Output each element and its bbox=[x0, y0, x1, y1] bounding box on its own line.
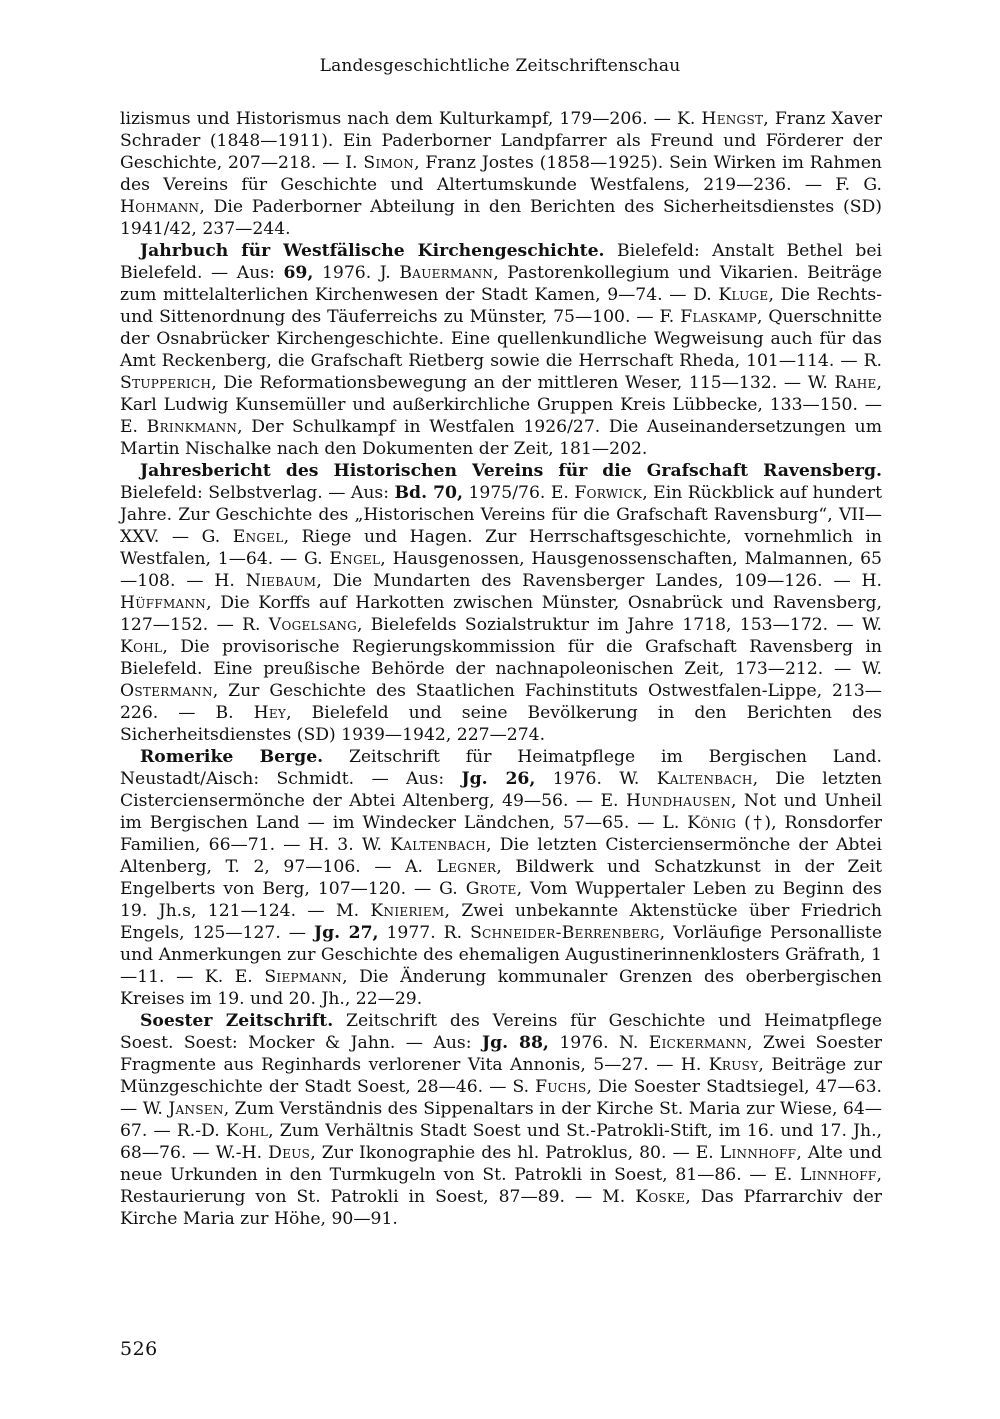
entry-text: , Die Rechts- und Sittenordnung des Täuferreichs zu Münster, 75—100. — F. bbox=[120, 285, 882, 327]
entry-text: , Bielefelds Sozialstruktur im Jahre 1718, 153—172. — W. bbox=[357, 615, 882, 635]
page-number: 526 bbox=[120, 1338, 158, 1360]
author-name: Grote bbox=[465, 879, 517, 899]
entry-text: 1975/76. E. bbox=[462, 483, 575, 503]
entry-text: , Die Korffs auf Harkotten zwischen Münster, Osnabrück und Ravensberg, 127—152. — R. bbox=[120, 593, 882, 635]
entry-text: , Zwei Soester Fragmente aus Reginhards verlorener Vita Annonis, 5—27. — H. bbox=[120, 1033, 883, 1075]
author-name: Hey bbox=[253, 703, 287, 723]
entry-text: Bielefeld: Anstalt Bethel bei Bielefeld. — Aus: bbox=[120, 241, 882, 283]
entry-text: , Zur Ikonographie des hl. Patroklus, 80. — E. bbox=[310, 1143, 720, 1163]
entry-romerike-berge bbox=[120, 746, 882, 1010]
journal-title: Romerike Berge. bbox=[140, 747, 324, 767]
entry-text: , Die Soester Stadtsiegel, 47—63. — W. bbox=[120, 1077, 882, 1119]
author-name: Niebaum bbox=[245, 571, 317, 591]
author-name: Siepmann bbox=[264, 967, 343, 987]
entry-text: , Bielefeld und seine Bevölkerung in den Berichten des Sicherheitsdienstes (SD) 1939—1942, 227—274. bbox=[120, 703, 882, 745]
entry-text: , Die letzten Cisterciensermönche der Abtei Altenberg, 49—56. — E. bbox=[120, 769, 882, 811]
entry-text: , Franz Jostes (1858—1925). Sein Wirken im Rahmen des Vereins für Geschichte und Altertumskunde Westfalens, 219—236. — F. G. bbox=[120, 153, 882, 195]
entry-text: , Alte und neue Urkunden in den Turmkugeln von St. Patrokli in Soest, 81—86. — E. bbox=[120, 1143, 882, 1185]
author-name: Bauermann bbox=[399, 263, 494, 283]
journal-title: Jahrbuch für Westfälische Kirchengeschichte. bbox=[140, 241, 605, 261]
entry-ravensberg bbox=[120, 460, 882, 746]
running-header: Landesgeschichtliche Zeitschriftenschau bbox=[319, 56, 681, 76]
entry-text: 1977. R. bbox=[378, 923, 471, 943]
entry-text: , Die Mundarten des Ravensberger Landes, 109—126. — H. bbox=[316, 571, 882, 591]
author-name: Kluge bbox=[718, 285, 769, 305]
entry-text: Zeitschrift für Heimatpflege im Bergischen Land. Neustadt/Aisch: Schmidt. — Aus: bbox=[120, 747, 882, 789]
author-name: Knieriem bbox=[370, 901, 445, 921]
author-name: Kohl bbox=[120, 637, 163, 657]
author-name: Engel bbox=[329, 549, 381, 569]
author-name: Legner bbox=[436, 857, 497, 877]
author-name: Schneider-Berrenberg bbox=[470, 923, 660, 943]
author-name: Engel bbox=[232, 527, 284, 547]
entry-text: , Zum Verständnis des Sippenaltars in der Kirche St. Maria zur Wiese, 64—67. — R.-D. bbox=[120, 1099, 882, 1141]
entry-text: , Die provisorische Regierungskommission für die Grafschaft Ravensberg in Bielefeld. Eine preußische Behörde der nachnapoleonischen Zeit, 173—212. — W. bbox=[120, 637, 882, 679]
author-name: Kohl bbox=[225, 1121, 269, 1141]
entry-text: , Franz Xaver Schrader (1848—1911). Ein Paderborner Landpfarrer als Freund und Förderer der Geschichte, 207—218. — I. bbox=[120, 109, 882, 173]
entry-text: , Riege und Hagen. Zur Herrschaftsgeschichte, vornehmlich in Westfalen, 1—64. — G. bbox=[120, 527, 883, 569]
entry-soester-zeitschrift bbox=[120, 1010, 882, 1230]
author-name: Stupperich bbox=[120, 373, 212, 393]
entry-text: Zeitschrift des Vereins für Geschichte und Heimatpflege Soest. Soest: Mocker & Jahn. — Aus: bbox=[120, 1011, 883, 1053]
entry-text: , Restaurierung von St. Patrokli in Soest, 87—89. — M. bbox=[120, 1165, 882, 1207]
entry-text: , Bildwerk und Schatzkunst in der Zeit Engelberts von Berg, 107—120. — G. bbox=[120, 857, 882, 899]
journal-title: Jahresbericht des Historischen Vereins für die Grafschaft Ravensberg. bbox=[140, 461, 882, 481]
author-name: Hohmann bbox=[120, 197, 200, 217]
author-name: Simon bbox=[363, 153, 415, 173]
entry-text: (†), Ronsdorfer Familien, 66—71. — H. 3. W. bbox=[120, 813, 882, 855]
entry-text: , Vom Wuppertaler Leben zu Beginn des 19. Jh.s, 121—124. — M. bbox=[120, 879, 882, 921]
entry-text: 1976. N. bbox=[548, 1033, 649, 1053]
author-name: Deus bbox=[268, 1143, 311, 1163]
author-name: Eickermann bbox=[648, 1033, 747, 1053]
author-name: Forwick bbox=[574, 483, 643, 503]
author-name: König bbox=[687, 813, 737, 833]
entry-text: lizismus und Historismus nach dem Kulturkampf, 179—206. — K. bbox=[120, 109, 702, 129]
author-name: Flaskamp bbox=[680, 307, 757, 327]
author-name: Kaltenbach bbox=[390, 835, 487, 855]
author-name: Rahe bbox=[834, 373, 877, 393]
entry-text: , Not und Unheil im Bergischen Land — im Windecker Ländchen, 57—65. — L. bbox=[120, 791, 882, 833]
author-name: Krusy bbox=[708, 1055, 759, 1075]
author-name: Hundhausen bbox=[625, 791, 731, 811]
entry-continuation bbox=[120, 108, 882, 240]
entry-text: , Karl Ludwig Kunsemüller und außerkirchliche Gruppen Kreis Lübbecke, 133—150. — E. bbox=[120, 373, 882, 437]
author-name: Kaltenbach bbox=[656, 769, 753, 789]
entry-text: , Zwei unbekannte Aktenstücke über Friedrich Engels, 125—127. — bbox=[120, 901, 882, 943]
author-name: Jansen bbox=[168, 1099, 224, 1119]
entry-text: , Das Pfarrarchiv der Kirche Maria zur Höhe, 90—91. bbox=[120, 1187, 883, 1229]
entry-text: , Der Schulkampf in Westfalen 1926/27. Die Auseinandersetzungen um Martin Nischalke nach den Dokumenten der Zeit, 181—202. bbox=[120, 417, 882, 459]
entry-text: , Die Reformationsbewegung an der mittleren Weser, 115—132. — W. bbox=[211, 373, 835, 393]
entry-text: Bielefeld: Selbstverlag. — Aus: bbox=[120, 483, 395, 503]
entry-text: 1976. W. bbox=[535, 769, 657, 789]
author-name: Linnhoff bbox=[800, 1165, 877, 1185]
journal-review-body bbox=[120, 108, 882, 1230]
volume-number: Jg. 88, bbox=[481, 1033, 549, 1053]
entry-text: , Zum Verhältnis Stadt Soest und St.-Patrokli-Stift, im 16. und 17. Jh., 68—76. — W.-H. bbox=[120, 1121, 882, 1163]
entry-text: , Zur Geschichte des Staatlichen Fachinstituts Ostwestfalen-Lippe, 213—226. — B. bbox=[120, 681, 882, 723]
entry-text: , Die Änderung kommunaler Grenzen des oberbergischen Kreises im 19. und 20. Jh., 22—29. bbox=[120, 967, 882, 1009]
author-name: Koske bbox=[635, 1187, 686, 1207]
volume-number: Jg. 27, bbox=[313, 923, 379, 943]
entry-text: , Die Paderborner Abteilung in den Berichten des Sicherheitsdienstes (SD) 1941/42, 237—244. bbox=[120, 197, 882, 239]
volume-number: 69, bbox=[283, 263, 314, 283]
author-name: Brinkmann bbox=[146, 417, 238, 437]
entry-text: , Die letzten Cisterciensermönche der Abtei Altenberg, T. 2, 97—106. — A. bbox=[120, 835, 882, 877]
journal-title: Soester Zeitschrift. bbox=[140, 1011, 334, 1031]
author-name: Hengst bbox=[701, 109, 764, 129]
entry-text: , Beiträge zur Münzgeschichte der Stadt Soest, 28—46. — S. bbox=[120, 1055, 883, 1097]
entry-text: , Ein Rückblick auf hundert Jahre. Zur Geschichte des „Historischen Vereins für die Grafschaft Ravensburg“, VII—XXV. — G. bbox=[120, 483, 883, 547]
author-name: Vogelsang bbox=[268, 615, 358, 635]
entry-text: , Querschnitte der Osnabrücker Kirchengeschichte. Eine quellenkundliche Wegweisung auch für das Amt Reckenberg, die Grafschaft Rietberg sowie die Herrschaft Rheda, 101—114. — R. bbox=[120, 307, 882, 371]
entry-text: 1976. J. bbox=[313, 263, 400, 283]
author-name: Fuchs bbox=[535, 1077, 587, 1097]
entry-text: , Vorläufige Personalliste und Anmerkungen zur Geschichte des ehemaligen Augustinerinnenklosters Gräfrath, 1—11. — K. E. bbox=[120, 923, 882, 987]
author-name: Linnhoff bbox=[719, 1143, 797, 1163]
entry-text: , Pastorenkollegium und Vikarien. Beiträge zum mittelalterlichen Kirchenwesen der Stadt Kamen, 9—74. — D. bbox=[120, 263, 882, 305]
author-name: Ostermann bbox=[120, 681, 213, 701]
volume-number: Bd. 70, bbox=[394, 483, 463, 503]
entry-kirchengeschichte bbox=[120, 240, 882, 460]
author-name: Hüffmann bbox=[120, 593, 207, 613]
entry-text: , Hausgenossen, Hausgenossenschaften, Malmannen, 65—108. — H. bbox=[120, 549, 882, 591]
volume-number: Jg. 26, bbox=[461, 769, 536, 789]
